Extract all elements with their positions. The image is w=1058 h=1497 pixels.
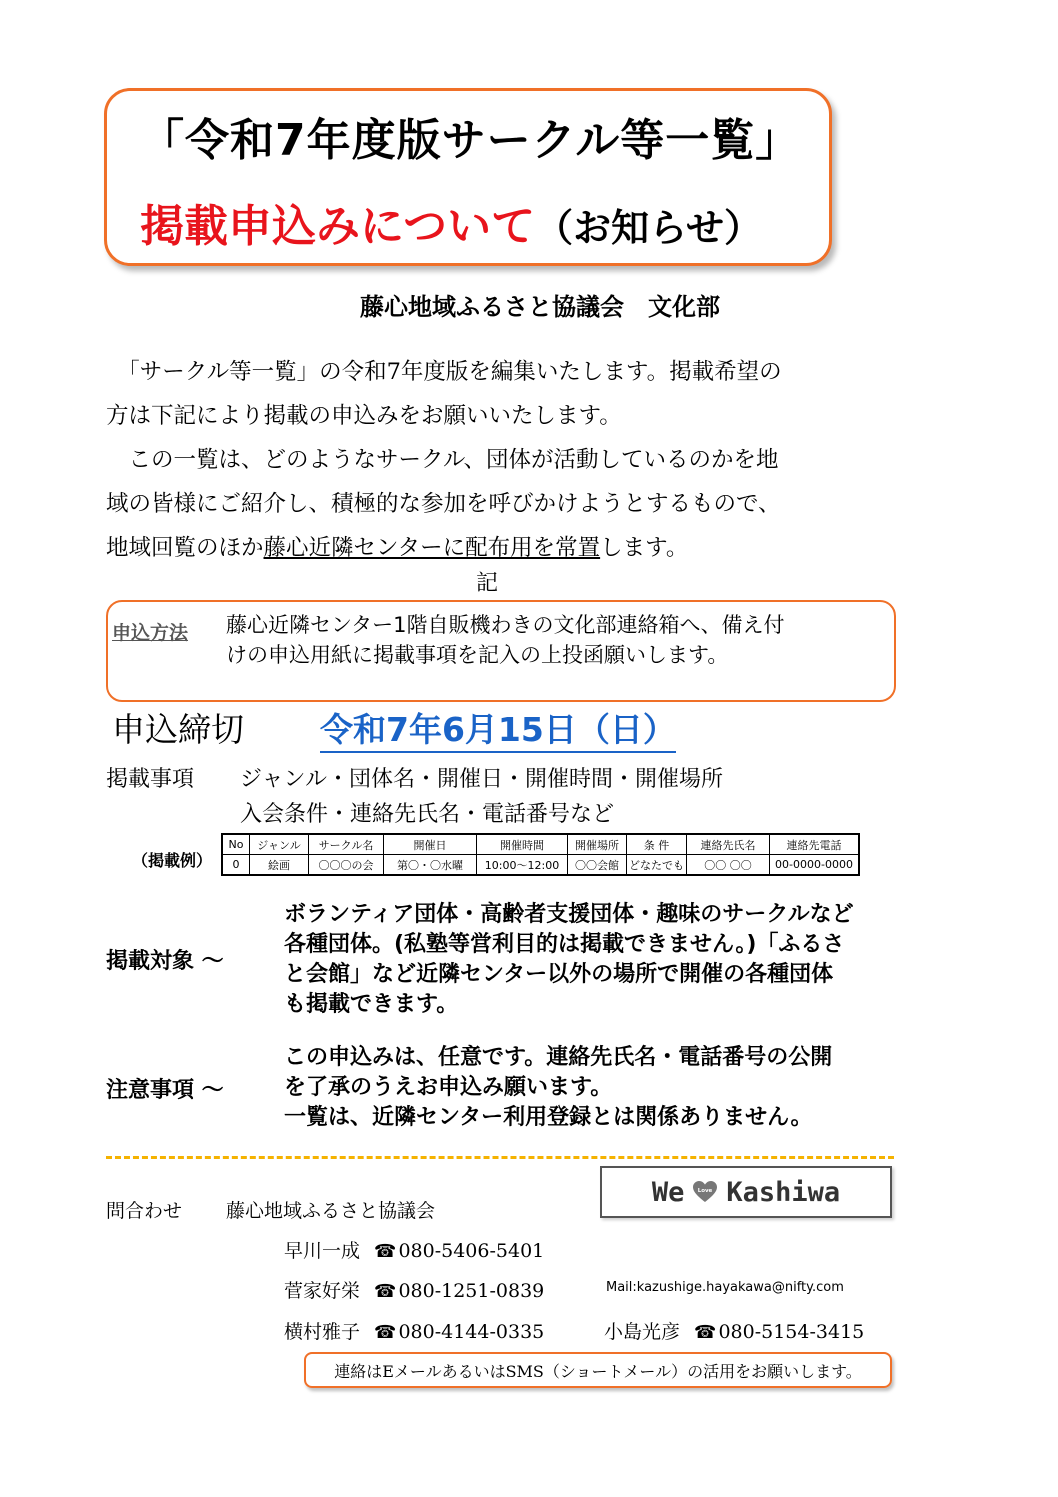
notes-label: 注意事項 ～ (106, 1078, 224, 1103)
table-header-cell: 連絡先電話 (770, 835, 859, 855)
intro-line: 地域回覧のほか藤心近隣センターに配布用を常置します。 (106, 535, 689, 561)
ki-heading: 記 (476, 571, 499, 596)
dashed-divider (106, 1156, 894, 1159)
page-subtitle (140, 190, 762, 254)
table-header-row (223, 835, 859, 855)
person-phone: 080-5406-5401 (398, 1240, 545, 1262)
example-label: （掲載例） (132, 851, 213, 870)
table-header-cell: 連絡先氏名 (687, 835, 770, 855)
phone-icon: ☎ (374, 1281, 397, 1302)
person-name: 小島光彦 (604, 1321, 681, 1343)
subtitle-red: 掲載申込みについて (140, 201, 536, 252)
phone-icon: ☎ (374, 1322, 397, 1343)
table-header-cell: ジャンル (250, 835, 309, 855)
contact-person (284, 1236, 544, 1263)
example-table (222, 834, 859, 875)
contact-person (284, 1317, 544, 1344)
contact-email: Mail:kazushige.hayakawa@nifty.com (606, 1280, 844, 1295)
table-cell: 10:00～12:00 (477, 855, 568, 875)
intro-line: 域の皆様にご紹介し、積極的な参加を呼びかけようとするもので、 (106, 491, 781, 517)
person-name: 菅家好栄 (284, 1280, 361, 1302)
phone-icon: ☎ (694, 1322, 717, 1343)
table-cell: 00-0000-0000 (770, 855, 859, 875)
phone-icon: ☎ (374, 1241, 397, 1262)
person-phone: 080-4144-0335 (398, 1321, 545, 1343)
logo-text-left: We (651, 1176, 685, 1208)
items-label: 掲載事項 (106, 767, 195, 792)
contact-person (284, 1276, 544, 1303)
intro-line: この一覧は、どのようなサークル、団体が活動しているのかを地 (128, 447, 779, 473)
table-cell: 〇〇会館 (568, 855, 627, 875)
organization-name: 藤心地域ふるさと協議会 文化部 (360, 293, 720, 321)
table-cell: 〇〇〇の会 (309, 855, 384, 875)
notes-text: この申込みは、任意です。連絡先氏名・電話番号の公開 を了承のうえお申込み願います。 一覧は、近隣センター利用登録とは関係ありません。 (284, 1045, 833, 1130)
table-cell: 第〇・〇水曜 (384, 855, 477, 875)
table-cell: 絵画 (250, 855, 309, 875)
table-header-cell: 条 件 (627, 835, 687, 855)
items-line: 入会条件・連絡先氏名・電話番号など (240, 802, 615, 827)
person-name: 横村雅子 (284, 1321, 361, 1343)
table-header-cell: 開催場所 (568, 835, 627, 855)
table-cell: 〇〇 〇〇 (687, 855, 770, 875)
contact-person (604, 1317, 864, 1344)
table-cell: どなたでも (627, 855, 687, 875)
table-header-cell: No (223, 835, 250, 855)
intro-paragraph (106, 350, 906, 570)
svg-text:Love: Love (698, 1188, 713, 1194)
logo-text-right: Kashiwa (726, 1176, 841, 1208)
target-text: ボランティア団体・高齢者支援団体・趣味のサークルなど 各種団体。(私塾等営利目的は掲載できません。)「ふるさ と会館」など近隣センター以外の場所で開催の各種団体 も掲載できます。 (284, 902, 854, 1017)
person-phone: 080-1251-0839 (398, 1280, 545, 1302)
subtitle-notice: （お知らせ） (535, 206, 762, 250)
deadline-date: 令和7年6月15日（日） (320, 704, 676, 753)
we-love-kashiwa-logo (600, 1166, 892, 1218)
intro-line: 「サークル等一覧」の令和7年度版を編集いたします。掲載希望の (128, 359, 782, 385)
items-line: ジャンル・団体名・開催日・開催時間・開催場所 (240, 767, 724, 792)
table-row (223, 855, 859, 875)
target-label: 掲載対象 ～ (106, 949, 224, 974)
contact-label: 問合わせ (106, 1200, 183, 1222)
person-name: 早川一成 (284, 1240, 361, 1262)
deadline-label: 申込締切 (112, 710, 244, 749)
method-label: 申込方法 (112, 622, 189, 644)
table-header-cell: 開催時間 (477, 835, 568, 855)
sms-note: 連絡はEメールあるいはSMS（ショートメール）の活用をお願いします。 (304, 1352, 892, 1388)
method-text: 藤心近隣センター1階自販機わきの文化部連絡箱へ、備え付 けの申込用紙に掲載事項を記入の上投函願いします。 (226, 613, 785, 667)
intro-line: 方は下記により掲載の申込みをお願いいたします。 (106, 403, 622, 429)
contact-org: 藤心地域ふるさと協議会 (226, 1200, 436, 1222)
page-title: 「令和7年度版サークル等一覧」 (140, 115, 801, 166)
table-cell: 0 (223, 855, 250, 875)
person-phone: 080-5154-3415 (718, 1321, 865, 1343)
heart-icon (692, 1180, 718, 1204)
table-header-cell: サークル名 (309, 835, 384, 855)
table-header-cell: 開催日 (384, 835, 477, 855)
